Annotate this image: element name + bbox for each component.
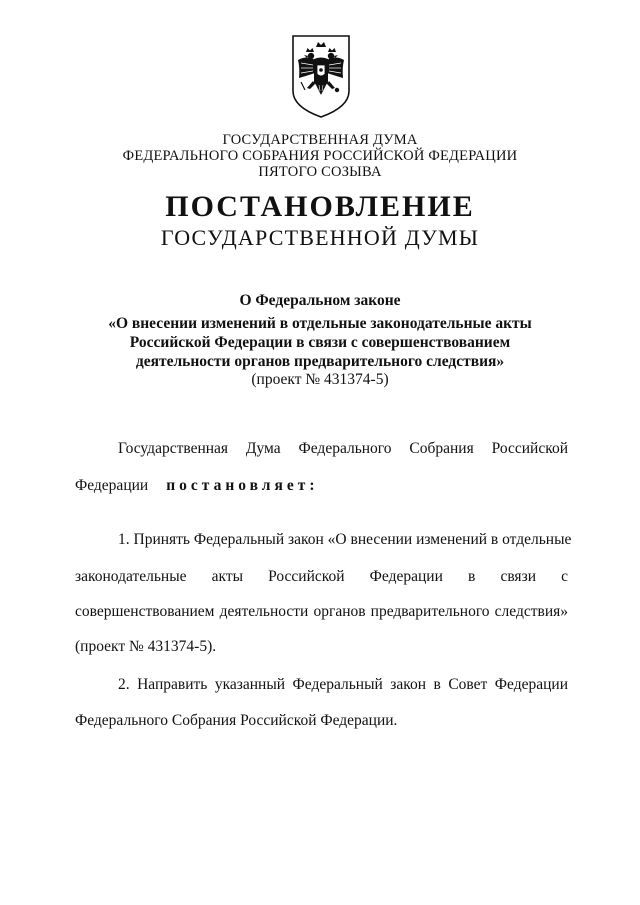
header-duma: ГОСУДАРСТВЕННАЯ ДУМА: [222, 132, 418, 148]
subject-line-2: «О внесении изменений в отдельные законодательные акты: [108, 315, 532, 332]
intro-line-2: [75, 477, 319, 495]
subject-project-number: (проект № 431374-5): [251, 371, 389, 388]
paragraph-1-line-2: законодательные акты Российской Федерации в связи с: [75, 568, 568, 585]
paragraph-2-line-1: 2. Направить указанный Федеральный закон в Совет Федерации: [118, 676, 568, 693]
intro-line-1: Государственная Дума Федерального Собрания Российской: [118, 440, 568, 457]
subject-line-4: деятельности органов предварительного следствия»: [135, 353, 505, 370]
double-headed-eagle-emblem-icon: [289, 33, 353, 119]
document-title: ПОСТАНОВЛЕНИЕ: [165, 190, 475, 223]
paragraph-1-line-3: совершенствованием деятельности органов предварительного следствия»: [75, 603, 568, 620]
resolves-word: постановляет:: [166, 477, 319, 494]
header-convocation: ПЯТОГО СОЗЫВА: [258, 164, 382, 180]
paragraph-2-line-2: Федерального Собрания Российской Федерации.: [75, 712, 398, 729]
paragraph-1-line-4: (проект № 431374-5).: [75, 638, 217, 655]
document-subtitle: ГОСУДАРСТВЕННОЙ ДУМЫ: [160, 225, 480, 250]
intro-federation-word: Федерации: [75, 477, 149, 494]
header-federal-assembly: ФЕДЕРАЛЬНОГО СОБРАНИЯ РОССИЙСКОЙ ФЕДЕРАЦИИ: [122, 148, 518, 164]
subject-line-3: Российской Федерации в связи с совершенствованием: [129, 334, 511, 351]
subject-line-1: О Федеральном законе: [239, 292, 401, 309]
paragraph-1-line-1: 1. Принять Федеральный закон «О внесении изменений в отдельные: [118, 531, 572, 548]
